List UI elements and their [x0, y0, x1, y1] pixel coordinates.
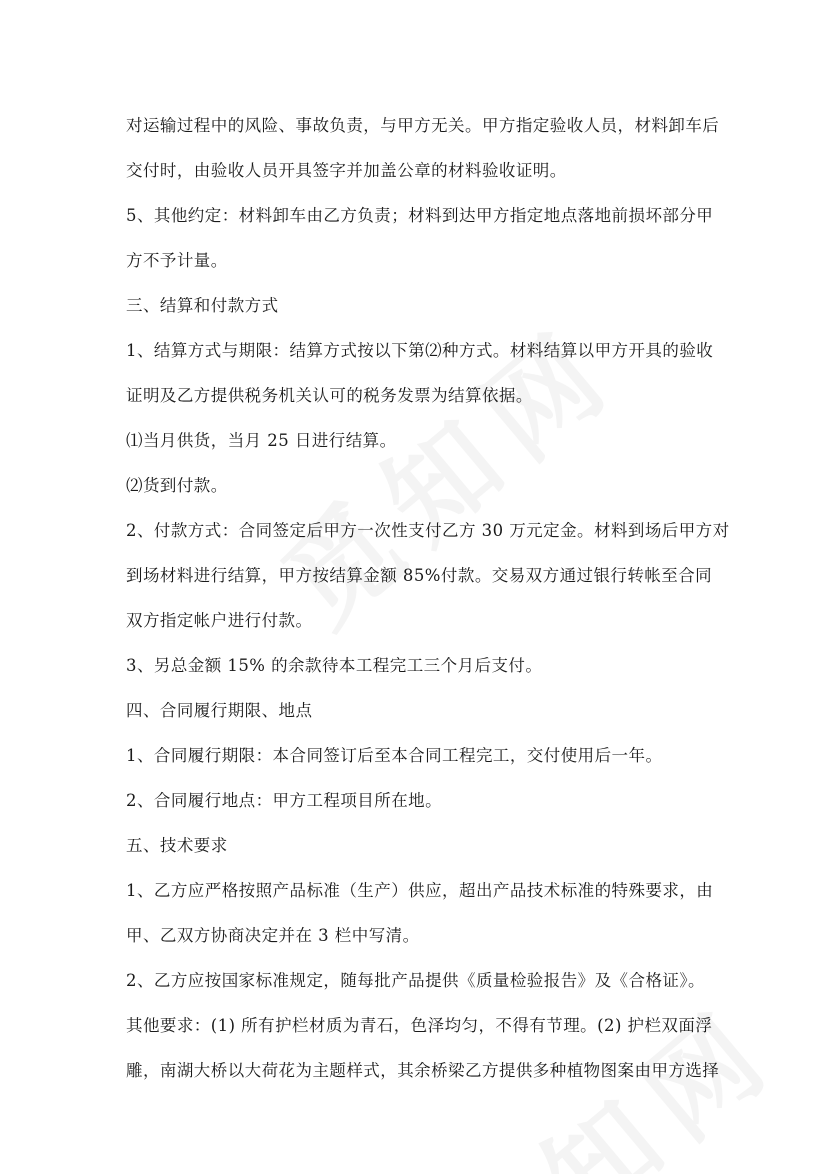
text-line: 雕，南湖大桥以大荷花为主题样式，其余桥梁乙方提供多种植物图案由甲方选择 [126, 1061, 720, 1080]
text-line: 其他要求：(1) 所有护栏材质为青石，色泽均匀，不得有节理。(2) 护栏双面浮 [126, 1016, 713, 1035]
text-line: 对运输过程中的风险、事故负责，与甲方无关。甲方指定验收人员，材料卸车后 [126, 116, 720, 135]
text-line: 方不予计量。 [126, 251, 228, 270]
text-line: ⑵货到付款。 [126, 476, 228, 495]
text-line: ⑴当月供货，当月 25 日进行结算。 [126, 431, 397, 450]
text-line: 2、合同履行地点：甲方工程项目所在地。 [126, 791, 443, 810]
text-line: 5、其他约定：材料卸车由乙方负责；材料到达甲方指定地点落地前损坏部分甲 [126, 206, 714, 225]
text-line: 1、合同履行期限：本合同签订后至本合同工程完工，交付使用后一年。 [126, 746, 663, 765]
text-line: 1、结算方式与期限：结算方式按以下第⑵种方式。材料结算以甲方开具的验收 [126, 341, 714, 360]
section-heading: 五、技术要求 [126, 836, 228, 855]
text-line: 证明及乙方提供税务机关认可的税务发票为结算依据。 [126, 386, 533, 405]
section-heading: 三、结算和付款方式 [126, 296, 279, 315]
text-line: 交付时，由验收人员开具签字并加盖公章的材料验收证明。 [126, 161, 567, 180]
text-line: 甲、乙双方协商决定并在 3 栏中写清。 [126, 926, 420, 945]
text-line: 2、乙方应按国家标准规定，随每批产品提供《质量检验报告》及《合格证》。 [126, 971, 705, 990]
text-line: 3、另总金额 15% 的余款待本工程完工三个月后支付。 [126, 656, 543, 675]
section-heading: 四、合同履行期限、地点 [126, 701, 313, 720]
text-line: 1、乙方应严格按照产品标准（生产）供应，超出产品技术标准的特殊要求，由 [126, 881, 714, 900]
text-line: 双方指定帐户进行付款。 [126, 611, 313, 630]
text-line: 2、付款方式：合同签定后甲方一次性支付乙方 30 万元定金。材料到场后甲方对 [126, 521, 730, 540]
text-line: 到场材料进行结算，甲方按结算金额 85%付款。交易双方通过银行转帐至合同 [126, 566, 713, 585]
document-body [126, 103, 730, 1093]
